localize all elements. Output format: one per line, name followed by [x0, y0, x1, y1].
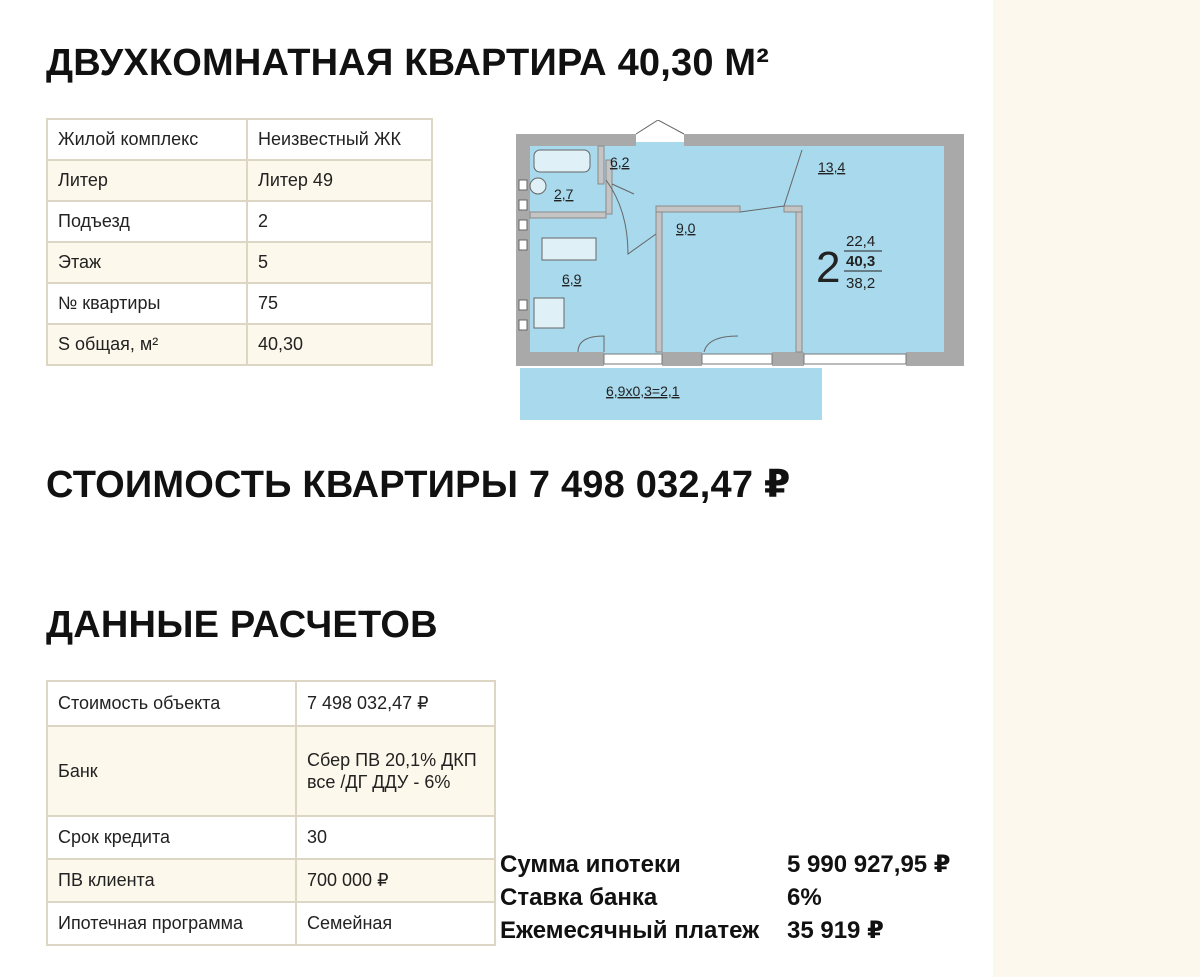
- row-label: Подъезд: [47, 201, 247, 242]
- row-label: Жилой комплекс: [47, 119, 247, 160]
- wall-hall-top-right: [784, 206, 802, 212]
- wall-bottom-mid: [662, 352, 702, 366]
- window-bottom: [702, 354, 772, 364]
- row-value: 2: [247, 201, 432, 242]
- window-bottom: [804, 354, 906, 364]
- row-value: Сбер ПВ 20,1% ДКП все /ДГ ДДУ - 6%: [296, 726, 495, 816]
- row-label: Срок кредита: [47, 816, 296, 859]
- summary-label: Ежемесячный платеж: [500, 917, 760, 944]
- wall-hall-top: [656, 206, 740, 212]
- wall-top-right: [684, 134, 944, 146]
- living-area: 22,4: [846, 233, 876, 250]
- summary-label: Ставка банка: [500, 884, 658, 911]
- area-label-bath: 6,2: [610, 154, 630, 170]
- row-value: 40,30: [247, 324, 432, 365]
- summary-value: 6%: [787, 884, 822, 911]
- row-label: ПВ клиента: [47, 859, 296, 902]
- area-label-hall: 9,0: [676, 220, 696, 236]
- row-value: 30: [296, 816, 495, 859]
- table-row: [47, 726, 495, 816]
- wall-pattern: [519, 240, 527, 250]
- table-row: [47, 681, 495, 726]
- floor-plan: [508, 120, 978, 430]
- wall-bath-bottom: [530, 212, 606, 218]
- bathtub-fixture: [534, 150, 590, 172]
- wall-bottom-far: [906, 352, 946, 366]
- row-value: Неизвестный ЖК: [247, 119, 432, 160]
- summary-value: 35 919 ₽: [787, 917, 884, 944]
- table-row: [47, 160, 432, 201]
- wall-right: [944, 134, 964, 366]
- area-label-room: 13,4: [818, 159, 846, 175]
- calc-heading: ДАННЫЕ РАСЧЕТОВ: [46, 604, 438, 646]
- row-label: № квартиры: [47, 283, 247, 324]
- sink-fixture: [542, 238, 596, 260]
- row-label: Ипотечная программа: [47, 902, 296, 945]
- table-row: [47, 283, 432, 324]
- row-value: 7 498 032,47 ₽: [296, 681, 495, 726]
- table-row: [47, 816, 495, 859]
- total-area: 40,3: [846, 253, 876, 270]
- row-value: 700 000 ₽: [296, 859, 495, 902]
- row-label: S общая, м²: [47, 324, 247, 365]
- page-title: ДВУХКОМНАТНАЯ КВАРТИРА 40,30 М²: [46, 42, 770, 84]
- wall-bath-right: [598, 146, 604, 184]
- table-row: [47, 119, 432, 160]
- wall-hall-left: [656, 206, 662, 352]
- wall-pattern: [519, 220, 527, 230]
- wall-pattern: [519, 200, 527, 210]
- summary-value: 5 990 927,95 ₽: [787, 851, 951, 878]
- wall-top-left: [516, 134, 636, 146]
- wall-bottom-left: [516, 352, 604, 366]
- row-label: Банк: [47, 726, 296, 816]
- stove-fixture: [534, 298, 564, 328]
- price-heading: СТОИМОСТЬ КВАРТИРЫ 7 498 032,47 ₽: [46, 464, 791, 506]
- row-value: 75: [247, 283, 432, 324]
- row-value: Семейная: [296, 902, 495, 945]
- area-label-kitchen: 6,9: [562, 271, 582, 287]
- table-row: [47, 902, 495, 945]
- table-row: [47, 242, 432, 283]
- wall-pattern: [519, 180, 527, 190]
- door-swing: [636, 120, 684, 134]
- table-row: [47, 859, 495, 902]
- row-label: Этаж: [47, 242, 247, 283]
- mortgage-summary: [500, 848, 951, 947]
- calculation-table: [46, 680, 496, 946]
- area-label-balcony: 6,9x0,3=2,1: [606, 383, 680, 399]
- toilet-fixture: [530, 178, 546, 194]
- table-row: [47, 201, 432, 242]
- window-bottom: [604, 354, 662, 364]
- summary-label: Сумма ипотеки: [500, 851, 681, 878]
- row-label: Стоимость объекта: [47, 681, 296, 726]
- wall-pattern: [519, 320, 527, 330]
- row-value: Литер 49: [247, 160, 432, 201]
- apartment-info-table: [46, 118, 433, 366]
- wall-pattern: [519, 300, 527, 310]
- row-value: 5: [247, 242, 432, 283]
- summary-row: [500, 881, 951, 914]
- rooms-count: 2: [816, 243, 841, 292]
- wall-room-left: [796, 206, 802, 352]
- useful-area: 38,2: [846, 275, 876, 292]
- row-label: Литер: [47, 160, 247, 201]
- summary-row: [500, 848, 951, 881]
- table-row: [47, 324, 432, 365]
- summary-row: [500, 914, 951, 947]
- wall-bottom-right: [772, 352, 804, 366]
- area-label-wc: 2,7: [554, 186, 574, 202]
